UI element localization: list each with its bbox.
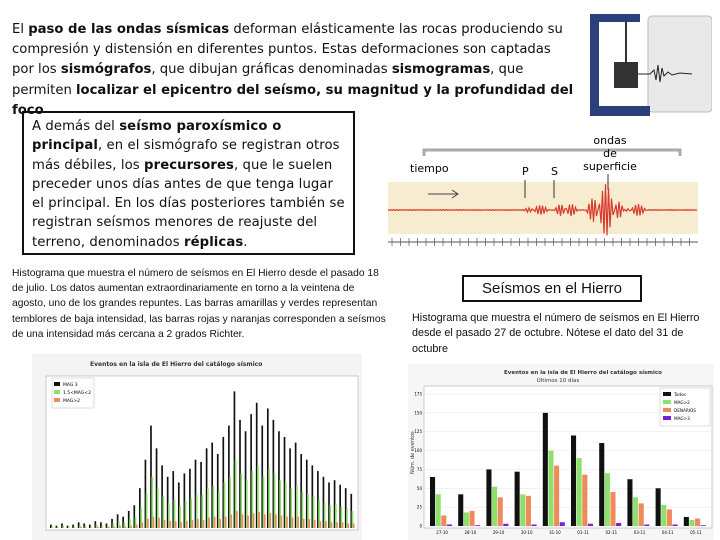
bar-2 — [347, 523, 349, 528]
bar-3 — [447, 524, 452, 526]
legend-swatch — [663, 408, 671, 412]
legend-label: MAG>2 — [674, 400, 690, 405]
chart1-legend — [52, 378, 94, 408]
section-title-box: Seísmos en el Hierro — [462, 275, 642, 302]
s-wave-label: S — [551, 165, 558, 178]
histogram-october-chart — [408, 364, 714, 540]
legend-label: 1.5<MAG<2 — [63, 391, 91, 396]
y-tick-label: 25 — [416, 504, 422, 510]
bracket-line — [424, 150, 680, 156]
bar-2 — [141, 522, 143, 528]
bar-2 — [281, 515, 283, 528]
intro-paragraph — [12, 20, 574, 121]
bold-term: sismógrafos — [60, 62, 152, 78]
bar-3 — [673, 524, 678, 526]
bar-2 — [247, 515, 249, 528]
bar-2 — [441, 515, 446, 526]
bar-2 — [286, 517, 288, 528]
chart1-title: Eventos en la isla de El Hierro del catálogo sísmico — [90, 361, 263, 368]
chart2-title: Eventos en la isla de El Hierro del catálogo sísmico — [504, 370, 662, 376]
bar-3 — [701, 525, 706, 526]
bar-2 — [153, 517, 155, 528]
bar-2 — [258, 512, 260, 528]
x-tick-label: 01-11 — [577, 530, 589, 535]
bar-2 — [303, 519, 305, 528]
bar-2 — [164, 520, 166, 528]
bold-term: réplicas — [184, 234, 244, 250]
bold-term: precursores — [144, 157, 234, 173]
bar-0 — [486, 469, 491, 526]
bar-2 — [292, 518, 294, 528]
bar-2 — [130, 526, 132, 528]
x-tick-label: 30-10 — [520, 530, 533, 535]
bar-1 — [689, 520, 694, 526]
legend-swatch — [54, 382, 60, 386]
bar-1 — [85, 526, 87, 528]
bar-2 — [180, 522, 182, 528]
bold-term: sismogramas — [391, 62, 491, 78]
bar-2 — [469, 511, 474, 526]
bar-2 — [526, 496, 531, 526]
legend-swatch — [663, 416, 671, 420]
bar-2 — [353, 523, 355, 528]
legend-swatch — [663, 400, 671, 404]
bar-2 — [208, 518, 210, 528]
bar-3 — [644, 524, 649, 526]
chart2-legend — [660, 388, 710, 426]
text-run: , en el sismógrafo se registran otros más débiles, los — [32, 138, 340, 173]
frame-post — [590, 14, 599, 114]
frame-base — [590, 106, 650, 116]
bar-2 — [114, 527, 116, 528]
ondas-label: ondas — [593, 134, 627, 147]
bar-2 — [119, 526, 121, 528]
bar-3 — [475, 525, 480, 526]
text-run: . — [243, 234, 248, 250]
bar-2 — [108, 527, 110, 528]
text-run: , que permiten — [12, 62, 524, 98]
mass-block — [614, 62, 638, 88]
bar-0 — [599, 443, 604, 526]
y-tick-label: 175 — [414, 391, 422, 397]
bar-2 — [320, 521, 322, 528]
legend-swatch — [663, 392, 671, 396]
caption-histogram-1: Histograma que muestra el número de seísmos en El Hierro desde el pasado 18 de julio. Los datos aumentan extraordinariamente en torno a la veintena de agosto, uno de los grandes repuntes. Las barras amarillas y verdes representan temblores de baja intensidad, las barras rojas y naranjas corresponden a seísmos de una intensidad más cercana a 2 grados Richter. — [12, 268, 386, 340]
bar-2 — [203, 520, 205, 528]
bar-2 — [269, 513, 271, 528]
bar-1 — [661, 505, 666, 526]
bar-3 — [503, 524, 508, 526]
bar-2 — [197, 519, 199, 528]
bar-2 — [554, 466, 559, 526]
bar-2 — [331, 522, 333, 528]
bar-2 — [297, 517, 299, 528]
bar-1 — [101, 526, 103, 528]
bar-2 — [308, 519, 310, 528]
x-tick-label: 27-10 — [436, 530, 448, 535]
bar-1 — [62, 526, 64, 528]
chart2-subtitle: Últimos 10 días — [536, 378, 580, 384]
bold-term: seísmo paroxísmico o principal — [32, 119, 282, 154]
y-tick-label: 0 — [419, 523, 422, 529]
bar-1 — [57, 527, 59, 528]
y-tick-label: 100 — [414, 448, 422, 454]
bar-3 — [532, 524, 537, 526]
bar-3 — [560, 522, 565, 526]
bar-0 — [684, 517, 689, 526]
bar-2 — [230, 514, 232, 528]
text-run: deforman elásticamente las rocas produciendo su compresión y distensión en diferentes puntos. Estas deformaciones son captadas por los — [12, 22, 563, 78]
legend-label: Todos — [674, 392, 686, 397]
legend-label: DENARIOS — [674, 408, 696, 413]
bar-1 — [633, 497, 638, 526]
bar-1 — [51, 527, 53, 528]
bar-2 — [80, 527, 82, 528]
bar-3 — [616, 523, 621, 526]
x-tick-label: 02-11 — [605, 530, 618, 535]
text-run: El — [12, 22, 29, 37]
frame-top — [590, 14, 640, 22]
bar-0 — [430, 477, 435, 526]
legend-swatch — [54, 398, 60, 402]
bar-2 — [610, 492, 615, 526]
bar-1 — [520, 494, 525, 526]
tiempo-label: tiempo — [410, 162, 449, 175]
p-wave-label: P — [522, 165, 529, 178]
y-tick-label: 75 — [416, 466, 422, 472]
x-tick-label: 31-10 — [549, 530, 561, 535]
seismograph-illustration — [588, 10, 712, 120]
bar-2 — [667, 509, 672, 526]
bar-0 — [543, 413, 548, 526]
x-tick-label: 03-11 — [633, 530, 646, 535]
x-tick-label: 05-11 — [690, 530, 702, 535]
bar-2 — [225, 517, 227, 528]
bar-2 — [158, 518, 160, 528]
bar-2 — [125, 527, 127, 528]
text-run: A demás del — [32, 119, 120, 134]
superficie-label: superficie — [583, 160, 637, 173]
bar-2 — [582, 475, 587, 526]
bar-2 — [236, 511, 238, 528]
bar-2 — [136, 525, 138, 528]
drum-icon — [648, 16, 712, 112]
chart2-ylabel: Núm. de eventos — [410, 431, 416, 474]
bar-2 — [175, 521, 177, 528]
bar-2 — [186, 521, 188, 528]
y-tick-label: 125 — [414, 429, 422, 435]
bar-2 — [147, 519, 149, 528]
y-tick-label: 150 — [414, 410, 422, 416]
text-run: , que le suelen preceder unos días antes de que tenga lugar el principal. En los días posteriores también se registran seísmos menores de reajuste del terreno, denominados — [32, 157, 345, 250]
bar-1 — [492, 487, 497, 526]
bar-2 — [498, 497, 503, 526]
histogram-july-chart — [32, 354, 362, 540]
bar-1 — [577, 458, 582, 526]
bold-term: localizar el epicentro del seísmo, su magnitud y la profundidad del foco — [12, 82, 574, 118]
x-tick-label: 29-10 — [492, 530, 505, 535]
y-tick-label: 50 — [416, 485, 422, 491]
bar-1 — [436, 494, 441, 526]
legend-swatch — [54, 390, 60, 394]
bar-1 — [548, 451, 553, 526]
bar-0 — [515, 472, 520, 526]
legend-label: MAG 3 — [63, 383, 78, 388]
bar-2 — [695, 518, 700, 526]
bar-1 — [90, 527, 92, 528]
bar-0 — [571, 435, 576, 526]
bar-2 — [169, 521, 171, 528]
bar-2 — [253, 513, 255, 528]
bar-0 — [627, 479, 632, 526]
bar-2 — [275, 514, 277, 528]
bar-2 — [264, 514, 266, 528]
bar-0 — [458, 494, 463, 526]
bar-2 — [314, 520, 316, 528]
x-tick-label: 28-10 — [464, 530, 477, 535]
bar-2 — [242, 514, 244, 528]
bar-2 — [219, 519, 221, 528]
bar-2 — [214, 517, 216, 528]
bar-2 — [342, 522, 344, 528]
precursors-box — [22, 111, 355, 255]
bar-1 — [605, 473, 610, 526]
bar-1 — [73, 527, 75, 528]
bar-1 — [68, 527, 70, 528]
bar-1 — [464, 512, 469, 526]
bar-2 — [325, 521, 327, 528]
bar-2 — [192, 520, 194, 528]
bar-2 — [97, 527, 99, 528]
x-tick-label: 04-11 — [661, 530, 674, 535]
bar-3 — [588, 524, 593, 526]
legend-label: MAG>2 — [63, 399, 81, 404]
bar-2 — [336, 522, 338, 528]
caption-histogram-2: Histograma que muestra el número de seísmos en El Hierro desde el pasado 27 de octubre. Nótese el dato del 31 de octubre — [412, 312, 700, 355]
bar-0 — [656, 488, 661, 526]
text-run: , que dibujan gráficas denominadas — [151, 62, 392, 78]
seismogram-diagram — [388, 130, 698, 248]
de-label: de — [603, 147, 617, 160]
bold-term: paso de las ondas sísmicas — [28, 22, 230, 37]
legend-label: MAG>3 — [674, 416, 690, 421]
bar-2 — [639, 503, 644, 526]
